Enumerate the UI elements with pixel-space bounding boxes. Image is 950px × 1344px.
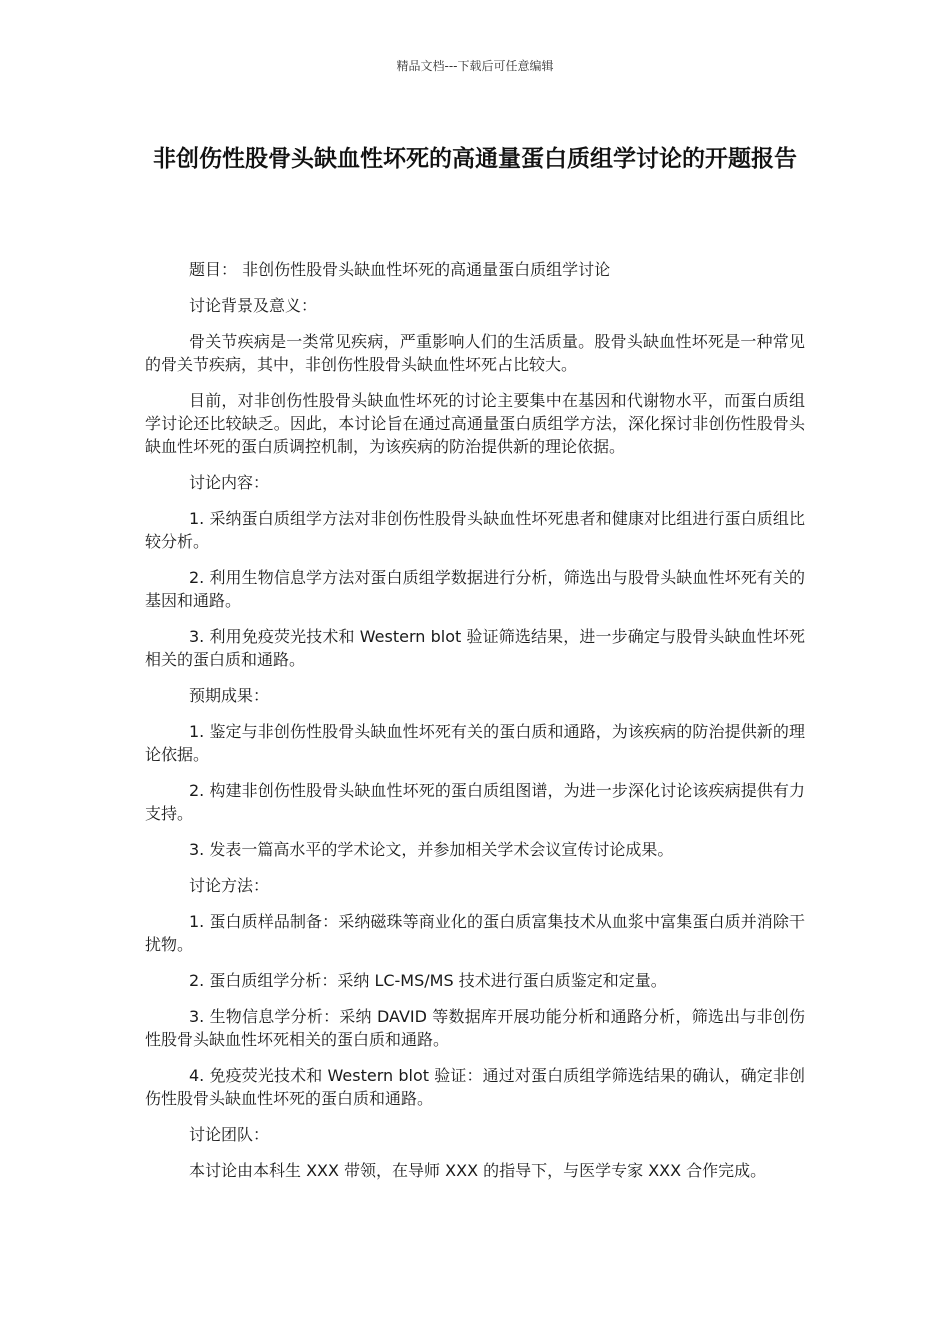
topic-line: 题目： 非创伤性股骨头缺血性坏死的高通量蛋白质组学讨论 — [189, 260, 611, 279]
list-item: 3. 生物信息学分析：采纳 DAVID 等数据库开展功能分析和通路分析，筛选出与非创伤性股骨头缺血性坏死相关的蛋白质和通路。 — [145, 1007, 805, 1049]
body-paragraph: 本讨论由本科生 XXX 带领，在导师 XXX 的指导下，与医学专家 XXX 合作完成。 — [189, 1161, 767, 1180]
list-item: 1. 鉴定与非创伤性股骨头缺血性坏死有关的蛋白质和通路，为该疾病的防治提供新的理论依据。 — [145, 722, 805, 764]
section-heading-expected: 预期成果： — [189, 686, 270, 705]
page-header: 精品文档---下载后可任意编辑 — [396, 59, 554, 73]
list-item: 2. 蛋白质组学分析：采纳 LC-MS/MS 技术进行蛋白质鉴定和定量。 — [189, 971, 667, 990]
list-item: 1. 蛋白质样品制备：采纳磁珠等商业化的蛋白质富集技术从血浆中富集蛋白质并消除干扰物。 — [145, 912, 805, 954]
list-item: 4. 免疫荧光技术和 Western blot 验证：通过对蛋白质组学筛选结果的确认，确定非创伤性股骨头缺血性坏死的蛋白质和通路。 — [145, 1066, 805, 1108]
body-paragraph: 骨关节疾病是一类常见疾病，严重影响人们的生活质量。股骨头缺血性坏死是一种常见的骨关节疾病，其中，非创伤性股骨头缺血性坏死占比较大。 — [145, 332, 805, 374]
document-title: 非创伤性股骨头缺血性坏死的高通量蛋白质组学讨论的开题报告 — [153, 146, 797, 172]
body-paragraph: 目前，对非创伤性股骨头缺血性坏死的讨论主要集中在基因和代谢物水平，而蛋白质组学讨论还比较缺乏。因此，本讨论旨在通过高通量蛋白质组学方法，深化探讨非创伤性股骨头缺血性坏死的蛋白质调控机制，为该疾病的防治提供新的理论依据。 — [145, 391, 805, 456]
document-body — [145, 258, 805, 1195]
section-heading-methods: 讨论方法： — [189, 876, 270, 895]
list-item: 2. 构建非创伤性股骨头缺血性坏死的蛋白质组图谱，为进一步深化讨论该疾病提供有力支持。 — [145, 781, 805, 823]
section-heading-background: 讨论背景及意义： — [189, 296, 318, 315]
list-item: 2. 利用生物信息学方法对蛋白质组学数据进行分析，筛选出与股骨头缺血性坏死有关的基因和通路。 — [145, 568, 805, 610]
section-heading-team: 讨论团队： — [189, 1125, 270, 1144]
section-heading-content: 讨论内容： — [189, 473, 270, 492]
list-item: 3. 利用免疫荧光技术和 Western blot 验证筛选结果，进一步确定与股骨头缺血性坏死相关的蛋白质和通路。 — [145, 627, 805, 669]
list-item: 3. 发表一篇高水平的学术论文，并参加相关学术会议宣传讨论成果。 — [189, 840, 674, 859]
list-item: 1. 采纳蛋白质组学方法对非创伤性股骨头缺血性坏死患者和健康对比组进行蛋白质组比较分析。 — [145, 509, 805, 551]
